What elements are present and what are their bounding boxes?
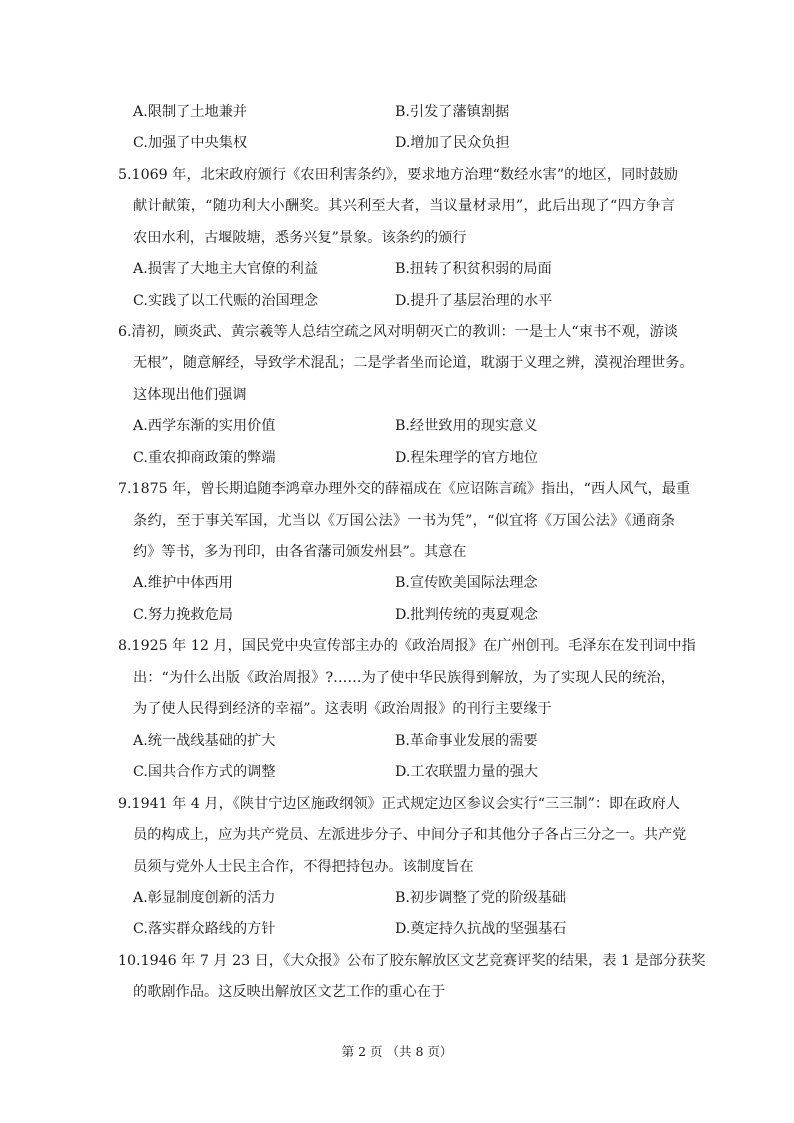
answer-option: A.限制了土地兼并 bbox=[133, 104, 248, 120]
question-text: 农田水利，古堰陂塘，悉务兴复”景象。该条约的颁行 bbox=[133, 230, 467, 246]
question-text: 的歌剧作品。这反映出解放区文艺工作的重心在于 bbox=[133, 984, 446, 1000]
answer-option: D.奠定持久抗战的坚强基石 bbox=[395, 921, 567, 937]
page-footer: 第 2 页 （共 8 页） bbox=[341, 1044, 453, 1059]
question-text: 9.1941 年 4 月，《陕甘宁边区施政纲领》正式规定边区参议会实行“三三制”：即在政府人 bbox=[118, 796, 680, 812]
question-text: 无根”，随意解经，导致学术混乱；二是学者坐而论道，耽溺于义理之辨，漠视治理世务。 bbox=[133, 355, 694, 371]
answer-option: D.程朱理学的官方地位 bbox=[395, 450, 539, 466]
question-text: 约》等书，多为刊印，由各省藩司颁发州县”。其意在 bbox=[133, 544, 467, 560]
answer-option: D.批判传统的夷夏观念 bbox=[395, 607, 539, 623]
question-text: 这体现出他们强调 bbox=[133, 387, 247, 403]
answer-option: D.提升了基层治理的水平 bbox=[395, 293, 553, 309]
question-text: 5.1069 年，北宋政府颁行《农田利害条约》，要求地方治理“数经水害”的地区，同时鼓励 bbox=[118, 167, 678, 183]
answer-option: B.初步调整了党的阶级基础 bbox=[395, 890, 566, 906]
answer-option: B.革命事业发展的需要 bbox=[395, 733, 538, 749]
answer-option: C.加强了中央集权 bbox=[133, 135, 248, 151]
question-text: 员的构成上，应为共产党员、左派进步分子、中间分子和其他分子各占三分之一。共产党 bbox=[133, 827, 687, 843]
answer-option: A.西学东渐的实用价值 bbox=[133, 418, 276, 434]
answer-option: D.工农联盟力量的强大 bbox=[395, 764, 539, 780]
answer-option: A.彰显制度创新的活力 bbox=[133, 890, 276, 906]
question-text: 为了使人民得到经济的幸福”。这表明《政治周报》的刊行主要缘于 bbox=[133, 701, 552, 717]
answer-option: B.经世致用的现实意义 bbox=[395, 418, 538, 434]
question-text: 出：“为什么出版《政治周报》?……为了使中华民族得到解放，为了实现人民的统治， bbox=[133, 670, 675, 686]
question-text: 员须与党外人士民主合作，不得把持包办。该制度旨在 bbox=[133, 859, 474, 875]
question-text: 8.1925 年 12 月，国民党中央宣传部主办的《政治周报》在广州创刊。毛泽东在发刊词中指 bbox=[118, 638, 696, 654]
answer-option: B.扭转了积贫积弱的局面 bbox=[395, 261, 552, 277]
answer-option: B.宣传欧美国际法理念 bbox=[395, 575, 538, 591]
answer-option: B.引发了藩镇割据 bbox=[395, 104, 510, 120]
answer-option: A.统一战线基础的扩大 bbox=[133, 733, 276, 749]
answer-option: A.维护中体西用 bbox=[133, 575, 233, 591]
answer-option: C.重农抑商政策的弊端 bbox=[133, 450, 276, 466]
question-text: 7.1875 年，曾长期追随李鸿章办理外交的薛福成在《应诏陈言疏》指出，“西人风气，最重 bbox=[118, 481, 691, 497]
question-text: 条约，至于事关军国，尤当以《万国公法》一书为凭”，“似宜将《万国公法》《通商条 bbox=[133, 513, 675, 529]
answer-option: C.国共合作方式的调整 bbox=[133, 764, 276, 780]
question-text: 10.1946 年 7 月 23 日，《大众报》公布了胶东解放区文艺竞赛评奖的结果，表 1 是部分获奖 bbox=[118, 953, 706, 969]
question-text: 6.清初，顾炎武、黄宗羲等人总结空疏之风对明朝灭亡的教训：一是士人“束书不观，游谈 bbox=[118, 324, 678, 340]
answer-option: C.实践了以工代赈的治国理念 bbox=[133, 293, 319, 309]
answer-option: D.增加了民众负担 bbox=[395, 135, 510, 151]
question-text: 献计献策，“随功利大小酬奖。其兴利至大者，当议量材录用”，此后出现了“四方争言 bbox=[133, 198, 675, 214]
answer-option: C.努力挽救危局 bbox=[133, 607, 233, 623]
answer-option: C.落实群众路线的方针 bbox=[133, 921, 276, 937]
answer-option: A.损害了大地主大官僚的利益 bbox=[133, 261, 319, 277]
